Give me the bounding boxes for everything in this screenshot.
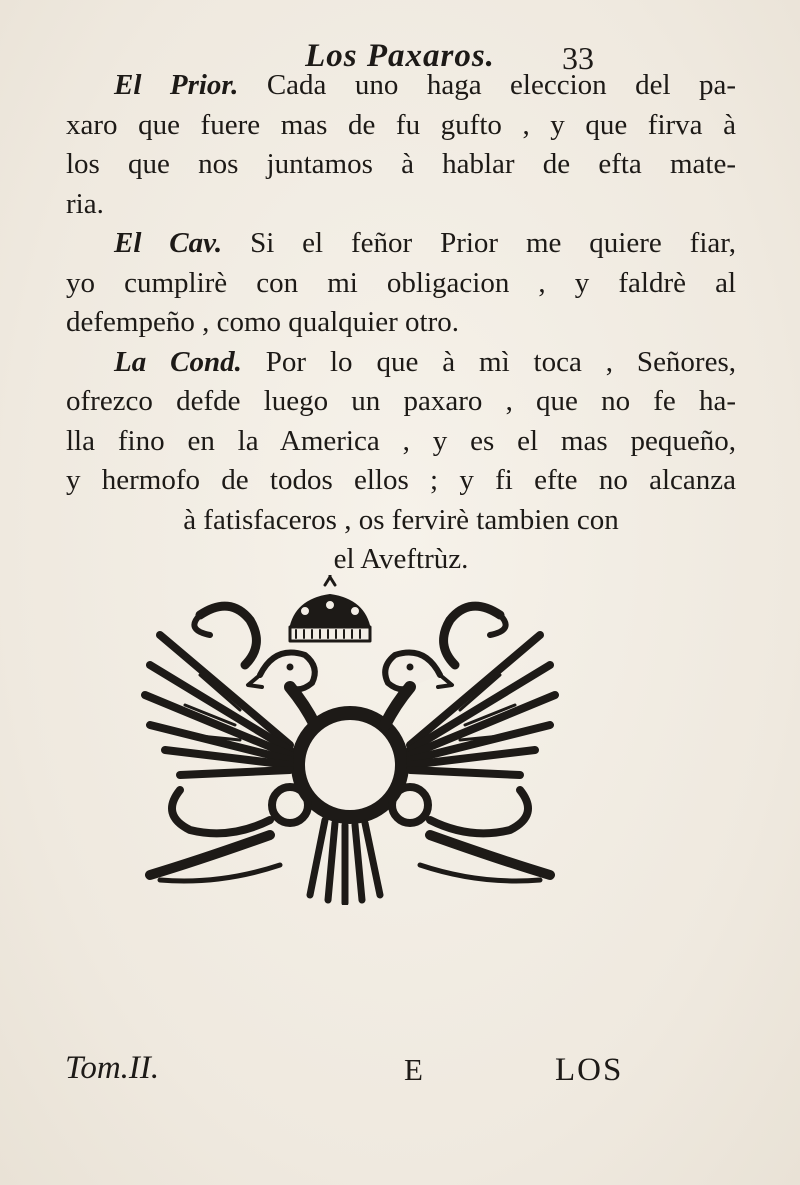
crown-icon — [290, 575, 370, 641]
paragraph-3-first-line — [66, 343, 736, 383]
paragraph-2-first-line — [66, 224, 736, 264]
signature-mark: E — [404, 1052, 423, 1087]
running-head: Los Paxaros. — [305, 38, 495, 74]
text-line: el Aveftrùz. — [333, 543, 469, 575]
text-line: à fatisfaceros , os fervirè tambien con — [183, 503, 619, 536]
page-number: 33 — [562, 40, 594, 76]
speaker-label: La Cond. — [114, 345, 242, 378]
text-line: ofrezco defde luego un paxaro , que no fe ha- — [66, 385, 736, 417]
speaker-label: El Prior. — [114, 69, 239, 101]
volume-signature: Tom.II. — [65, 1050, 160, 1086]
body-text — [66, 66, 736, 580]
text-line: y hermofo de todos ellos ; y fi efte no alcanza — [66, 464, 736, 496]
speaker-label: El Cav. — [114, 227, 223, 259]
text-line: lla fino en la America , y es el mas pequeño, — [66, 424, 736, 457]
text-line: los que nos juntamos à hablar de efta mate- — [66, 148, 736, 180]
paragraph-1-first-line — [66, 66, 736, 106]
catchword: LOS — [555, 1052, 624, 1088]
text-line: yo cumplirè con mi obligacion , y faldrè al — [66, 266, 736, 299]
text-line: Por lo que à mì toca , Señores, — [265, 345, 737, 378]
text-line: Cada uno haga eleccion del pa- — [266, 69, 737, 101]
text-line: ria. — [66, 187, 104, 220]
text-line: defempeño , como qualquier otro. — [66, 306, 459, 338]
text-line: xaro que fuere mas de fu gufto , y que firva à — [66, 108, 736, 141]
text-line: Si el feñor Prior me quiere fiar, — [250, 227, 736, 259]
crowned-double-eagle-emblem — [140, 575, 560, 905]
